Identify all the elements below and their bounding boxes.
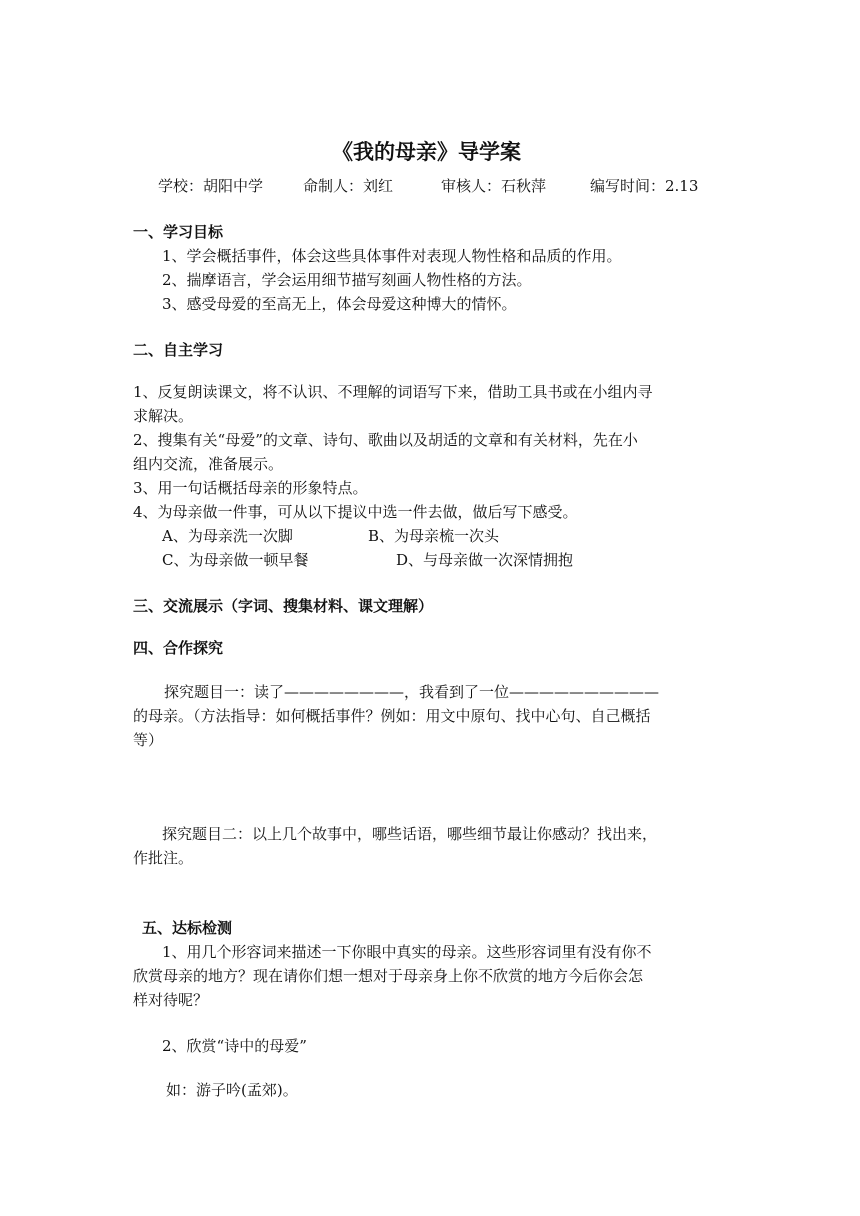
meta-school: 学校：胡阳中学 [158, 177, 264, 195]
goal-item: 3、感受母爱的至高无上，体会母爱这种博大的情怀。 [162, 295, 517, 313]
assessment-q1-line: 欣赏母亲的地方？现在请你们想一想对于母亲身上你不欣赏的地方今后你会怎 [133, 967, 644, 985]
section-heading-self-study: 二、自主学习 [133, 341, 224, 359]
option-c: C、为母亲做一顿早餐 [162, 551, 309, 569]
section-heading-assessment: 五、达标检测 [142, 919, 233, 937]
assessment-q2: 2、欣赏“诗中的母爱” [162, 1037, 307, 1055]
study-line: 3、用一句话概括母亲的形象特点。 [133, 479, 368, 497]
option-a: A、为母亲洗一次脚 [162, 527, 293, 545]
study-line: 4、为母亲做一件事，可从以下提议中选一件去做，做后写下感受。 [133, 503, 578, 521]
option-b: B、为母亲梳一次头 [368, 527, 500, 545]
inquiry-q2-line: 作批注。 [133, 849, 194, 867]
page-title: 《我的母亲》导学案 [332, 140, 521, 164]
meta-author: 命制人：刘红 [303, 177, 394, 195]
meta-reviewer: 审核人：石秋萍 [441, 177, 547, 195]
assessment-q1-line: 1、用几个形容词来描述一下你眼中真实的母亲。这些形容词里有没有你不 [162, 943, 652, 961]
inquiry-q2-line: 探究题目二：以上几个故事中，哪些话语，哪些细节最让你感动？找出来， [162, 825, 658, 843]
inquiry-q1-line: 等） [133, 731, 164, 749]
section-heading-inquiry: 四、合作探究 [133, 639, 224, 657]
inquiry-q1-line: 探究题目一：读了————————，我看到了一位—————————— [164, 683, 660, 701]
study-line: 1、反复朗读课文，将不认识、不理解的词语写下来，借助工具书或在小组内寻 [133, 383, 653, 401]
study-line: 组内交流，准备展示。 [133, 455, 284, 473]
assessment-example: 如：游子吟(孟郊)。 [166, 1081, 298, 1099]
study-line: 求解决。 [133, 407, 194, 425]
goal-item: 2、揣摩语言，学会运用细节描写刻画人物性格的方法。 [162, 271, 532, 289]
assessment-q1-line: 样对待呢？ [133, 991, 209, 1009]
study-line: 2、搜集有关“母爱”的文章、诗句、歌曲以及胡适的文章和有关材料，先在小 [133, 431, 638, 449]
section-heading-goals: 一、学习目标 [133, 223, 224, 241]
section-heading-exchange: 三、交流展示（字词、搜集材料、课文理解） [133, 597, 434, 615]
goal-item: 1、学会概括事件，体会这些具体事件对表现人物性格和品质的作用。 [162, 247, 622, 265]
meta-date: 编写时间：2.13 [590, 177, 699, 195]
option-d: D、与母亲做一次深情拥抱 [396, 551, 574, 569]
inquiry-q1-line: 的母亲。（方法指导：如何概括事件？例如：用文中原句、找中心句、自己概括 [133, 707, 651, 725]
